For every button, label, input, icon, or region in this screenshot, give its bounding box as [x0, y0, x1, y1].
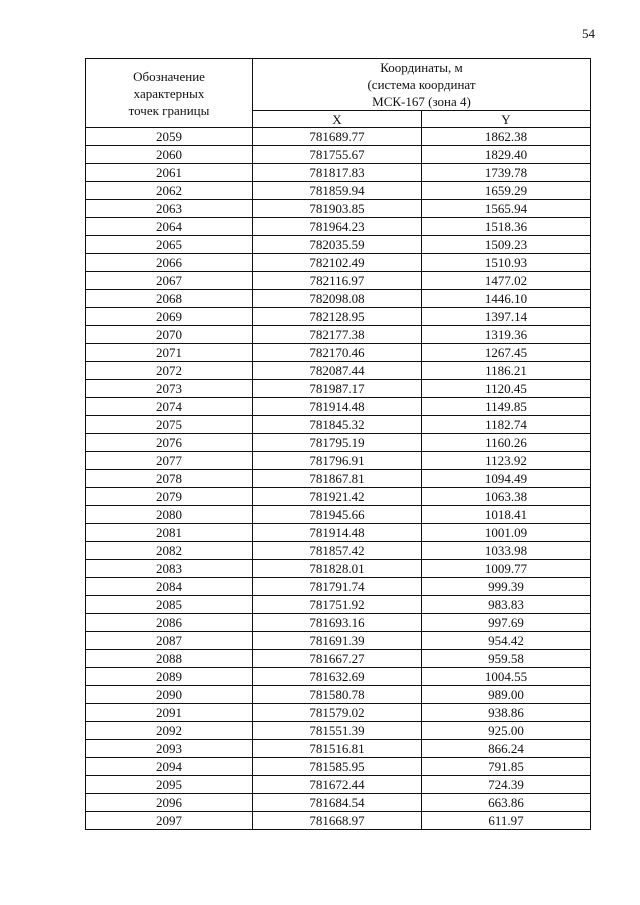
cell-x: 781516.81 [253, 740, 422, 758]
cell-y: 1001.09 [422, 524, 591, 542]
cell-x: 782102.49 [253, 254, 422, 272]
table-row [86, 506, 591, 524]
cell-x: 781828.01 [253, 560, 422, 578]
cell-y: 989.00 [422, 686, 591, 704]
header-point-line-2: характерных [133, 85, 205, 101]
cell-y: 1659.29 [422, 182, 591, 200]
table-row [86, 542, 591, 560]
cell-y: 1477.02 [422, 272, 591, 290]
cell-point-id: 2072 [86, 362, 253, 380]
cell-point-id: 2077 [86, 452, 253, 470]
header-coords-line-3: МСК-167 (зона 4) [372, 94, 471, 109]
cell-x: 781845.32 [253, 416, 422, 434]
table-row [86, 182, 591, 200]
cell-point-id: 2092 [86, 722, 253, 740]
table-row [86, 632, 591, 650]
coordinates-table [85, 58, 591, 830]
cell-point-id: 2089 [86, 668, 253, 686]
page-number: 54 [582, 26, 595, 41]
table-row [86, 254, 591, 272]
cell-y: 1829.40 [422, 146, 591, 164]
cell-y: 1033.98 [422, 542, 591, 560]
cell-x: 781859.94 [253, 182, 422, 200]
cell-x: 781585.95 [253, 758, 422, 776]
cell-x: 781914.48 [253, 524, 422, 542]
cell-point-id: 2094 [86, 758, 253, 776]
cell-y: 1004.55 [422, 668, 591, 686]
cell-point-id: 2066 [86, 254, 253, 272]
cell-x: 782098.08 [253, 290, 422, 308]
cell-y: 1123.92 [422, 452, 591, 470]
cell-y: 954.42 [422, 632, 591, 650]
cell-x: 781964.23 [253, 218, 422, 236]
cell-x: 781987.17 [253, 380, 422, 398]
cell-x: 781689.77 [253, 128, 422, 146]
cell-x: 781691.39 [253, 632, 422, 650]
table-row [86, 416, 591, 434]
table-row [86, 686, 591, 704]
cell-point-id: 2087 [86, 632, 253, 650]
table-row [86, 398, 591, 416]
cell-x: 782177.38 [253, 326, 422, 344]
cell-y: 925.00 [422, 722, 591, 740]
cell-y: 1565.94 [422, 200, 591, 218]
cell-y: 1182.74 [422, 416, 591, 434]
header-x: X [253, 111, 422, 128]
cell-point-id: 2084 [86, 578, 253, 596]
cell-x: 781867.81 [253, 470, 422, 488]
cell-x: 781795.19 [253, 434, 422, 452]
table-row [86, 722, 591, 740]
header-coords-line-1: Координаты, м [380, 60, 463, 75]
cell-y: 959.58 [422, 650, 591, 668]
header-point-line-1: Обозначение [133, 68, 205, 84]
table-row [86, 218, 591, 236]
cell-point-id: 2086 [86, 614, 253, 632]
table-row [86, 668, 591, 686]
cell-x: 781632.69 [253, 668, 422, 686]
cell-x: 782128.95 [253, 308, 422, 326]
cell-x: 781684.54 [253, 794, 422, 812]
cell-y: 1063.38 [422, 488, 591, 506]
table-row [86, 308, 591, 326]
table-row [86, 812, 591, 830]
cell-y: 1739.78 [422, 164, 591, 182]
cell-y: 611.97 [422, 812, 591, 830]
cell-x: 781921.42 [253, 488, 422, 506]
cell-point-id: 2095 [86, 776, 253, 794]
table-row [86, 380, 591, 398]
cell-y: 1509.23 [422, 236, 591, 254]
cell-y: 1862.38 [422, 128, 591, 146]
cell-point-id: 2096 [86, 794, 253, 812]
cell-x: 781857.42 [253, 542, 422, 560]
cell-y: 1446.10 [422, 290, 591, 308]
header-coords-line-2: (система координат [367, 77, 476, 92]
table-row [86, 344, 591, 362]
cell-y: 999.39 [422, 578, 591, 596]
table-row [86, 614, 591, 632]
cell-point-id: 2068 [86, 290, 253, 308]
cell-y: 1267.45 [422, 344, 591, 362]
cell-x: 782087.44 [253, 362, 422, 380]
cell-point-id: 2059 [86, 128, 253, 146]
table-row [86, 704, 591, 722]
cell-point-id: 2076 [86, 434, 253, 452]
table-row [86, 578, 591, 596]
cell-x: 781903.85 [253, 200, 422, 218]
table-row [86, 200, 591, 218]
cell-point-id: 2067 [86, 272, 253, 290]
cell-x: 781580.78 [253, 686, 422, 704]
cell-point-id: 2088 [86, 650, 253, 668]
header-coordinates [253, 59, 591, 111]
table-row [86, 596, 591, 614]
cell-y: 724.39 [422, 776, 591, 794]
table-row [86, 794, 591, 812]
table-row [86, 452, 591, 470]
cell-x: 781791.74 [253, 578, 422, 596]
cell-y: 1160.26 [422, 434, 591, 452]
table-row [86, 470, 591, 488]
cell-y: 791.85 [422, 758, 591, 776]
cell-x: 782116.97 [253, 272, 422, 290]
cell-point-id: 2082 [86, 542, 253, 560]
cell-y: 938.86 [422, 704, 591, 722]
cell-point-id: 2064 [86, 218, 253, 236]
cell-x: 781667.27 [253, 650, 422, 668]
cell-y: 1518.36 [422, 218, 591, 236]
table-row [86, 560, 591, 578]
cell-point-id: 2061 [86, 164, 253, 182]
cell-x: 782035.59 [253, 236, 422, 254]
table-row [86, 272, 591, 290]
cell-y: 1319.36 [422, 326, 591, 344]
table-row [86, 524, 591, 542]
cell-point-id: 2093 [86, 740, 253, 758]
table-header [86, 59, 591, 128]
cell-x: 781751.92 [253, 596, 422, 614]
table-row [86, 488, 591, 506]
table-row [86, 740, 591, 758]
cell-point-id: 2062 [86, 182, 253, 200]
cell-x: 781945.66 [253, 506, 422, 524]
cell-x: 781914.48 [253, 398, 422, 416]
cell-x: 782170.46 [253, 344, 422, 362]
table-row [86, 128, 591, 146]
table-row [86, 758, 591, 776]
header-point-designation [86, 59, 253, 128]
cell-y: 1018.41 [422, 506, 591, 524]
cell-point-id: 2073 [86, 380, 253, 398]
cell-point-id: 2070 [86, 326, 253, 344]
cell-point-id: 2074 [86, 398, 253, 416]
cell-point-id: 2060 [86, 146, 253, 164]
cell-x: 781755.67 [253, 146, 422, 164]
cell-y: 1149.85 [422, 398, 591, 416]
cell-point-id: 2097 [86, 812, 253, 830]
cell-point-id: 2091 [86, 704, 253, 722]
cell-point-id: 2085 [86, 596, 253, 614]
cell-point-id: 2090 [86, 686, 253, 704]
cell-x: 781817.83 [253, 164, 422, 182]
table-row [86, 650, 591, 668]
cell-y: 997.69 [422, 614, 591, 632]
cell-x: 781693.16 [253, 614, 422, 632]
table-row [86, 164, 591, 182]
cell-y: 663.86 [422, 794, 591, 812]
cell-y: 1510.93 [422, 254, 591, 272]
cell-y: 1009.77 [422, 560, 591, 578]
table-row [86, 776, 591, 794]
cell-point-id: 2083 [86, 560, 253, 578]
table-row [86, 326, 591, 344]
cell-point-id: 2080 [86, 506, 253, 524]
header-point-line-3: точек границы [128, 102, 210, 118]
table-body [86, 128, 591, 830]
cell-x: 781579.02 [253, 704, 422, 722]
cell-point-id: 2075 [86, 416, 253, 434]
cell-y: 866.24 [422, 740, 591, 758]
cell-x: 781668.97 [253, 812, 422, 830]
cell-point-id: 2069 [86, 308, 253, 326]
cell-point-id: 2079 [86, 488, 253, 506]
cell-point-id: 2078 [86, 470, 253, 488]
cell-x: 781672.44 [253, 776, 422, 794]
header-y: Y [422, 111, 591, 128]
cell-point-id: 2065 [86, 236, 253, 254]
table-row [86, 146, 591, 164]
table-row [86, 236, 591, 254]
cell-x: 781551.39 [253, 722, 422, 740]
cell-point-id: 2063 [86, 200, 253, 218]
cell-y: 1397.14 [422, 308, 591, 326]
cell-point-id: 2081 [86, 524, 253, 542]
cell-y: 1120.45 [422, 380, 591, 398]
cell-x: 781796.91 [253, 452, 422, 470]
table-row [86, 434, 591, 452]
cell-point-id: 2071 [86, 344, 253, 362]
cell-y: 1186.21 [422, 362, 591, 380]
table-row [86, 290, 591, 308]
cell-y: 1094.49 [422, 470, 591, 488]
table-row [86, 362, 591, 380]
cell-y: 983.83 [422, 596, 591, 614]
